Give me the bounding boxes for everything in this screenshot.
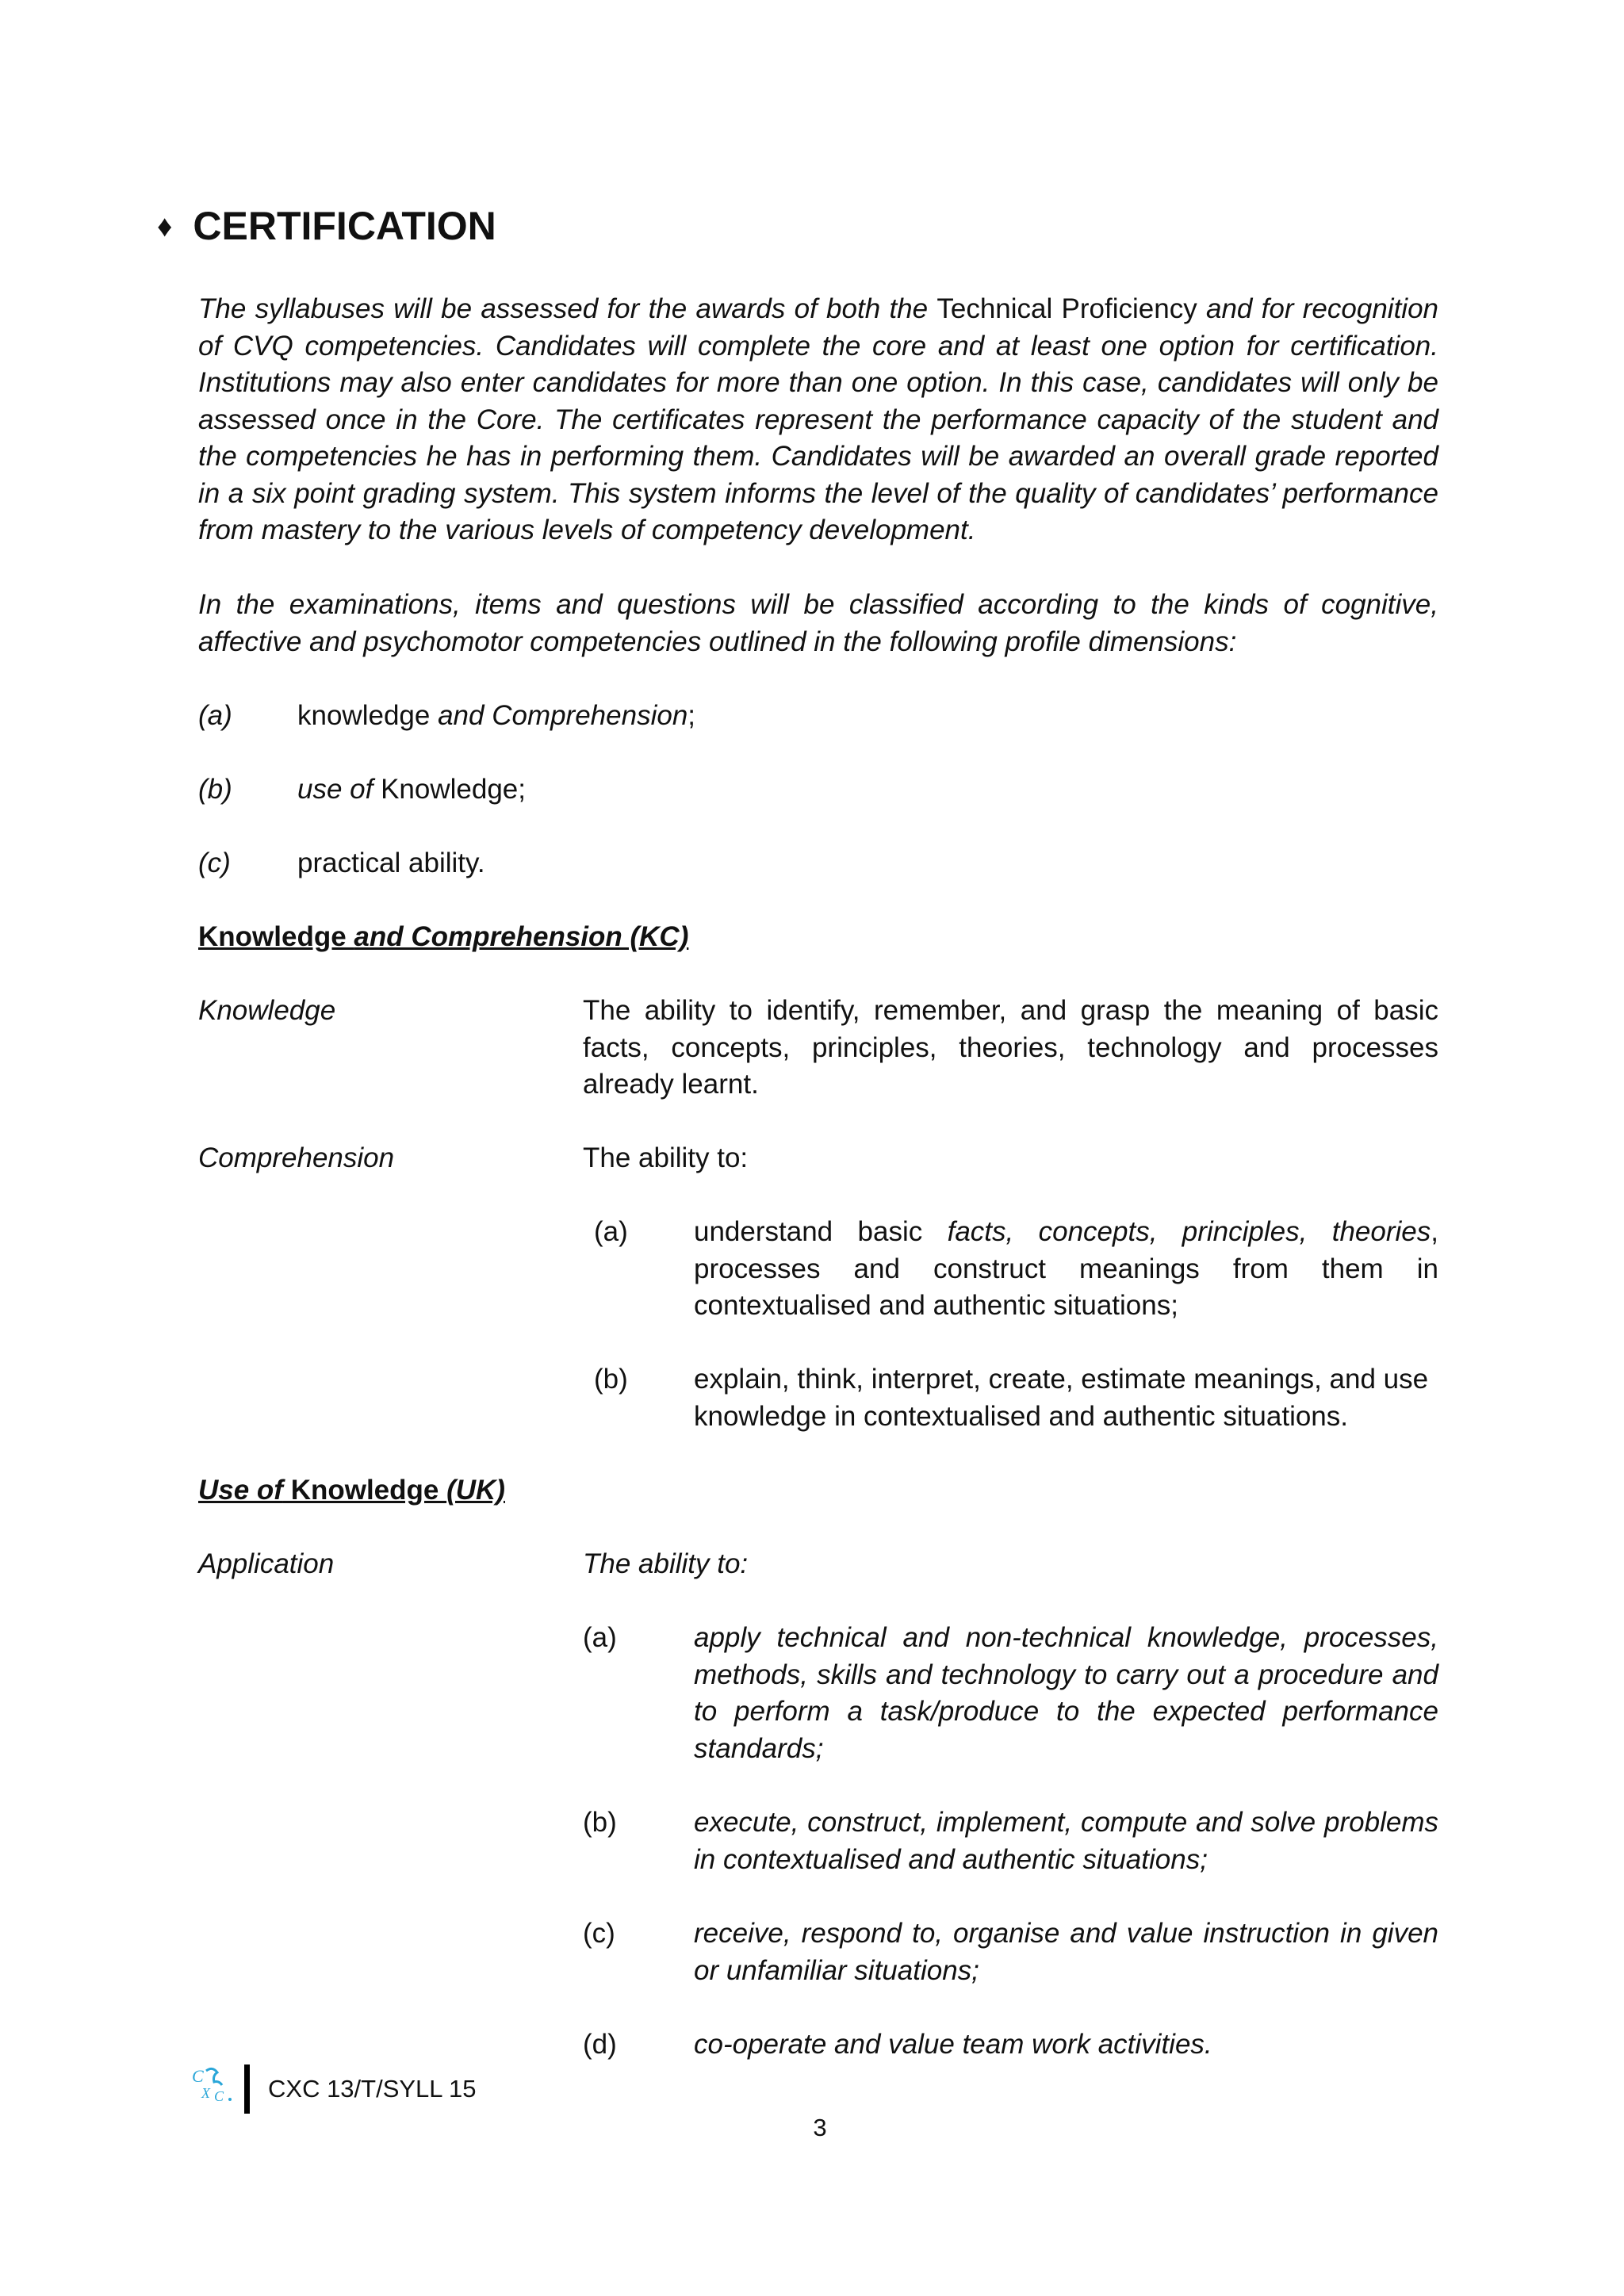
- intro-text-b: Technical Proficiency: [936, 293, 1197, 324]
- dimension-text: knowledge and Comprehension;: [297, 700, 696, 731]
- application-term: Application: [198, 1548, 335, 1579]
- item-text: co-operate and value team work activities.: [694, 2029, 1212, 2060]
- svg-text:C: C: [192, 2066, 204, 2086]
- item-text: understand basic facts, concepts, principles, theories, processes and construct meanings from them in contextualised and authentic situations;: [694, 1216, 1438, 1321]
- profile-paragraph: In the examinations, items and questions will be classified according to the kinds of cognitive, affective and psychomotor competencies outlined in the following profile dimensions:: [198, 589, 1438, 657]
- uk-heading: Use of Knowledge (UK): [198, 1475, 505, 1506]
- application-intro: The ability to:: [583, 1548, 749, 1579]
- dimension-item-a: [198, 698, 1438, 735]
- dimension-item-b: [198, 771, 1438, 809]
- syllabus-code: CXC 13/T/SYLL 15: [268, 2075, 477, 2103]
- dimension-label: (c): [198, 848, 231, 878]
- intro-text-a: The syllabuses will be assessed for the awards of both the: [198, 293, 937, 324]
- item-label: (c): [583, 1918, 615, 1949]
- item-label: (a): [594, 1216, 628, 1247]
- item-text: apply technical and non-technical knowledge, processes, methods, skills and technology to carry out a procedure and to perform a task/produce to the expected performance standards;: [694, 1622, 1438, 1764]
- svg-text:X: X: [201, 2085, 210, 2101]
- section-title: CERTIFICATION: [193, 204, 496, 248]
- knowledge-definition: The ability to identify, remember, and grasp the meaning of basic facts, concepts, principles, theories, technology and processes already learnt.: [583, 995, 1438, 1100]
- item-label: (b): [594, 1364, 628, 1395]
- cxc-logo-icon: [190, 2064, 235, 2104]
- footer-divider: [244, 2064, 250, 2114]
- intro-paragraph: [198, 291, 1438, 549]
- dimension-label: (a): [198, 700, 232, 731]
- intro-text-c: and for recognition of CVQ competencies. Candidates will complete the core and at least one option for certification. Institutions may also enter candidates for more than one option. In this case, candidates will only be assessed once in the Core. The certificates represent the performance capacity of the student and the competencies he has in performing them. Candidates will be awarded an overall grade reported in a six point grading system. This system informs the level of the quality of candidates’ performance from mastery to the various levels of competency development.: [198, 293, 1439, 545]
- knowledge-term: Knowledge: [198, 995, 336, 1026]
- item-text: receive, respond to, organise and value instruction in given or unfamiliar situations;: [694, 1918, 1438, 1986]
- item-text: execute, construct, implement, compute and solve problems in contextualised and authentic situations;: [694, 1807, 1438, 1875]
- item-label: (a): [583, 1622, 617, 1653]
- item-text: explain, think, interpret, create, estimate meanings, and use knowledge in contextualised and authentic situations.: [694, 1364, 1429, 1432]
- comprehension-intro: The ability to:: [583, 1142, 749, 1173]
- section-heading: [157, 202, 496, 251]
- dimension-text: practical ability.: [297, 848, 485, 878]
- item-label: (b): [583, 1807, 617, 1838]
- kc-heading: Knowledge and Comprehension (KC): [198, 921, 689, 952]
- dimension-label: (b): [198, 774, 232, 805]
- dimension-text: use of Knowledge;: [297, 774, 526, 805]
- comprehension-term: Comprehension: [198, 1142, 395, 1173]
- dimension-item-c: [198, 845, 1438, 882]
- page-number: 3: [813, 2114, 827, 2141]
- item-label: (d): [583, 2029, 617, 2060]
- svg-text:C: C: [214, 2088, 224, 2104]
- diamond-bullet-icon: ♦: [157, 210, 173, 243]
